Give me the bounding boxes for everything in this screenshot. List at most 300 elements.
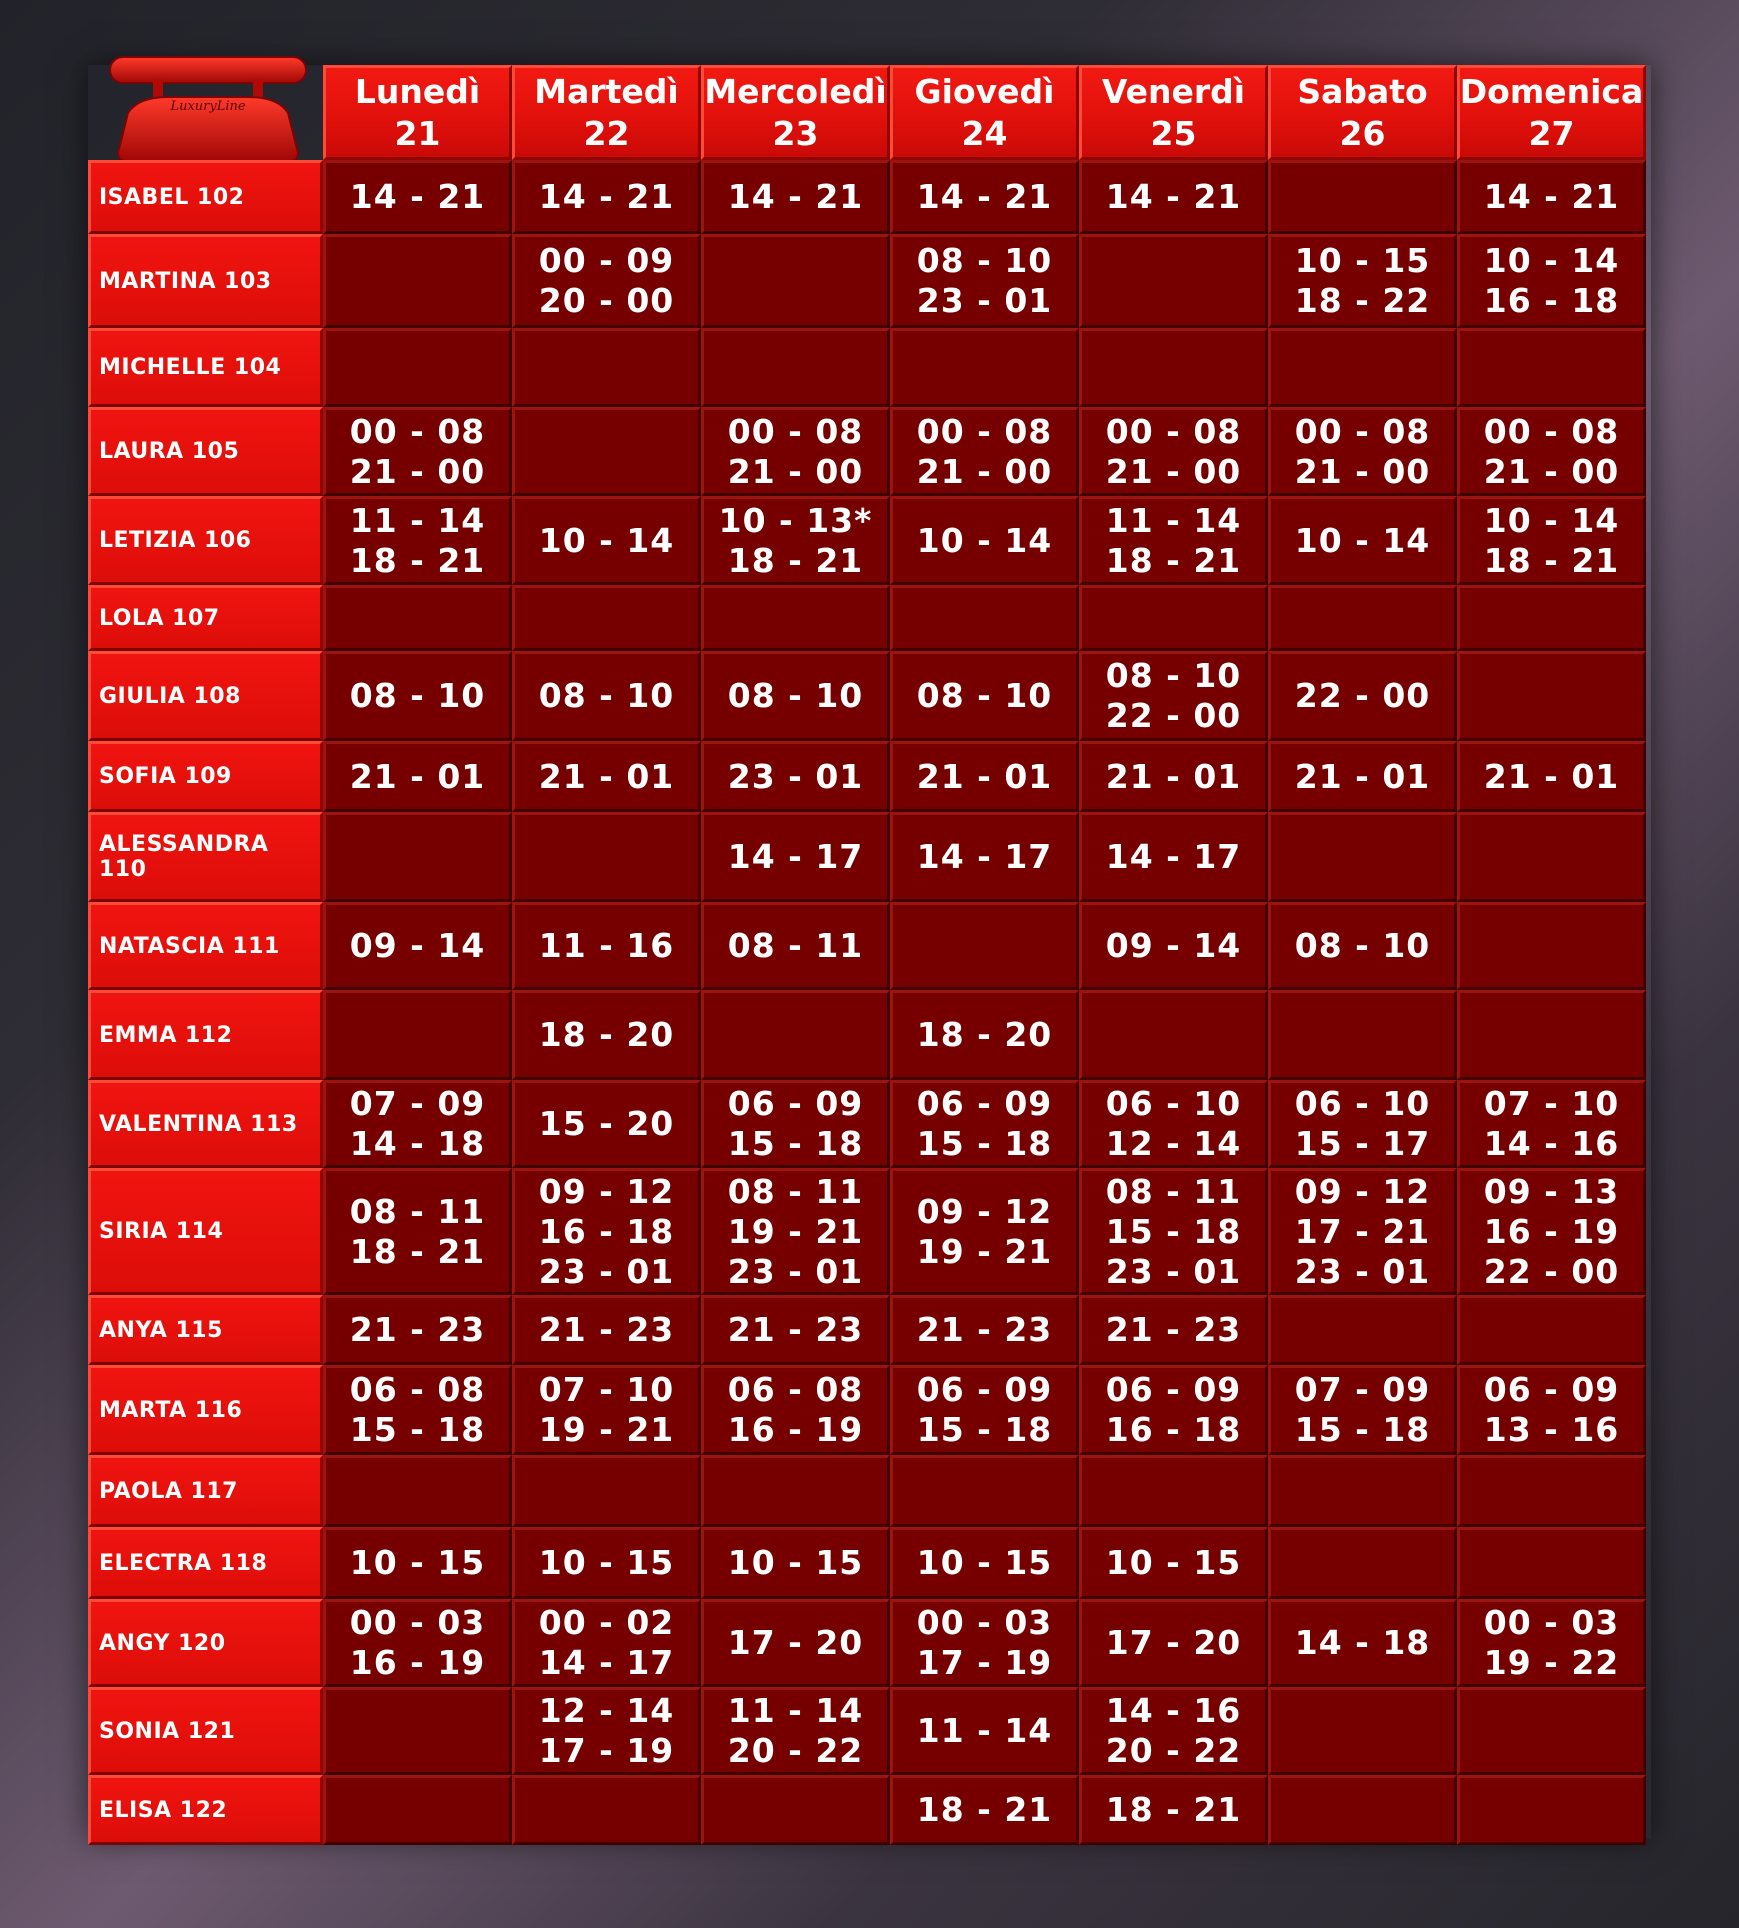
shift-cell <box>512 1365 701 1455</box>
shift-cell <box>323 1168 512 1295</box>
day-date: 22 <box>583 113 630 153</box>
shift-cell <box>1079 902 1268 990</box>
shift-cell <box>1079 1295 1268 1365</box>
shift-cell <box>1079 1687 1268 1775</box>
shift-cell <box>701 990 890 1080</box>
shift-cell <box>1457 1295 1646 1365</box>
shift-cell <box>1079 496 1268 585</box>
shift-time: 08 - 11 <box>727 926 864 965</box>
shift-time: 06 - 08 <box>727 1370 864 1409</box>
shift-time: 22 - 00 <box>1483 1251 1620 1291</box>
day-date: 24 <box>961 113 1008 153</box>
shift-time: 23 - 01 <box>1105 1251 1242 1291</box>
shift-time: 15 - 18 <box>727 1124 864 1163</box>
shift-cell <box>701 496 890 585</box>
shift-time: 10 - 15 <box>538 1543 675 1582</box>
shift-cell <box>1268 1687 1457 1775</box>
shift-time: 21 - 00 <box>727 451 864 491</box>
shift-time: 21 - 01 <box>916 756 1053 796</box>
shift-cell <box>512 1295 701 1365</box>
shift-cell <box>323 1365 512 1455</box>
operator-name: VALENTINA 113 <box>88 1080 323 1168</box>
shift-cell <box>1268 1775 1457 1845</box>
day-header <box>323 65 512 160</box>
shift-cell <box>1079 328 1268 407</box>
shift-time: 09 - 12 <box>538 1171 675 1211</box>
shift-time: 00 - 09 <box>538 241 675 280</box>
shift-cell <box>701 585 890 651</box>
shift-cell <box>323 651 512 741</box>
operator-name: SONIA 121 <box>88 1687 323 1775</box>
shift-cell <box>1268 1168 1457 1295</box>
operator-name: LAURA 105 <box>88 407 323 496</box>
shift-cell <box>1268 585 1457 651</box>
shift-time: 13 - 16 <box>1483 1410 1620 1449</box>
shift-cell <box>1457 407 1646 496</box>
operator-name: NATASCIA 111 <box>88 902 323 990</box>
operator-name: ANGY 120 <box>88 1599 323 1687</box>
shift-time: 06 - 08 <box>349 1370 486 1409</box>
shift-cell <box>512 812 701 902</box>
shift-cell <box>701 407 890 496</box>
shift-cell <box>890 1365 1079 1455</box>
shift-time: 14 - 21 <box>1105 177 1242 216</box>
shift-cell <box>323 812 512 902</box>
shift-cell <box>701 1168 890 1295</box>
shift-cell <box>701 1455 890 1527</box>
shift-time: 10 - 15 <box>349 1543 486 1582</box>
operator-name: ALESSANDRA 110 <box>88 812 323 902</box>
shift-time: 18 - 21 <box>916 1790 1053 1829</box>
operator-name: EMMA 112 <box>88 990 323 1080</box>
shift-cell <box>1457 651 1646 741</box>
shift-cell <box>512 651 701 741</box>
operator-name: ANYA 115 <box>88 1295 323 1365</box>
shift-time: 06 - 09 <box>1105 1370 1242 1409</box>
shift-cell <box>323 1527 512 1599</box>
shift-time: 07 - 10 <box>538 1370 675 1409</box>
shift-time: 00 - 08 <box>727 411 864 451</box>
logo <box>108 53 308 163</box>
shift-time: 17 - 20 <box>727 1623 864 1662</box>
shift-cell <box>1079 1168 1268 1295</box>
shift-time: 21 - 23 <box>916 1310 1053 1349</box>
shift-cell <box>1268 741 1457 812</box>
shift-cell <box>323 902 512 990</box>
shift-cell <box>512 496 701 585</box>
shift-cell <box>890 328 1079 407</box>
shift-cell <box>1457 160 1646 234</box>
shift-time: 14 - 17 <box>1105 837 1242 876</box>
shift-time: 09 - 14 <box>1105 926 1242 965</box>
shift-time: 17 - 19 <box>916 1643 1053 1682</box>
shift-time: 21 - 23 <box>1105 1310 1242 1349</box>
shift-time: 21 - 23 <box>538 1310 675 1349</box>
shift-time: 14 - 18 <box>349 1124 486 1163</box>
shift-cell <box>1268 407 1457 496</box>
operator-name: SOFIA 109 <box>88 741 323 812</box>
shift-time: 07 - 09 <box>349 1084 486 1123</box>
shift-time: 06 - 09 <box>916 1370 1053 1409</box>
shift-time: 00 - 08 <box>1483 411 1620 451</box>
day-name: Domenica <box>1459 71 1644 111</box>
shift-cell <box>323 990 512 1080</box>
shift-time: 08 - 10 <box>1294 926 1431 965</box>
shift-cell <box>512 1080 701 1168</box>
shift-cell <box>1079 812 1268 902</box>
shift-cell <box>512 585 701 651</box>
shift-time: 08 - 10 <box>916 241 1053 280</box>
shift-time: 10 - 14 <box>1483 500 1620 540</box>
shift-cell <box>1079 160 1268 234</box>
shift-time: 21 - 01 <box>1294 756 1431 796</box>
shift-cell <box>323 234 512 328</box>
day-date: 25 <box>1150 113 1197 153</box>
shift-time: 00 - 08 <box>1294 411 1431 451</box>
shift-time: 00 - 03 <box>349 1603 486 1642</box>
shift-time: 09 - 12 <box>1294 1171 1431 1211</box>
day-header <box>1457 65 1646 160</box>
shift-time: 10 - 13* <box>718 500 873 540</box>
shift-time: 18 - 21 <box>1105 540 1242 580</box>
shift-cell <box>701 328 890 407</box>
shift-cell <box>1457 1080 1646 1168</box>
shift-cell <box>1457 990 1646 1080</box>
shift-time: 00 - 02 <box>538 1603 675 1642</box>
shift-cell <box>701 651 890 741</box>
shift-time: 16 - 18 <box>1483 281 1620 320</box>
day-name: Venerdì <box>1101 71 1246 111</box>
shift-time: 21 - 23 <box>349 1310 486 1349</box>
shift-cell <box>512 160 701 234</box>
operator-name: SIRIA 114 <box>88 1168 323 1295</box>
day-name: Martedì <box>534 71 679 111</box>
shift-cell <box>1457 585 1646 651</box>
shift-time: 11 - 16 <box>538 926 675 965</box>
shift-time: 00 - 03 <box>916 1603 1053 1642</box>
shift-time: 14 - 18 <box>1294 1623 1431 1662</box>
shift-time: 11 - 14 <box>727 1691 864 1730</box>
shift-cell <box>890 1168 1079 1295</box>
shift-cell <box>1457 812 1646 902</box>
shift-time: 15 - 18 <box>349 1410 486 1449</box>
logo-text: LuxuryLine <box>170 99 246 114</box>
shift-cell <box>701 160 890 234</box>
shift-cell <box>512 1527 701 1599</box>
shift-time: 18 - 21 <box>349 1231 486 1271</box>
shift-time: 12 - 14 <box>538 1691 675 1730</box>
shift-time: 06 - 09 <box>916 1084 1053 1123</box>
shift-cell <box>1268 1295 1457 1365</box>
shift-cell <box>1457 496 1646 585</box>
shift-cell <box>1268 812 1457 902</box>
shift-time: 06 - 10 <box>1294 1084 1431 1123</box>
operator-name: LOLA 107 <box>88 585 323 651</box>
shift-time: 19 - 21 <box>727 1211 864 1251</box>
shift-cell <box>323 328 512 407</box>
shift-cell <box>512 902 701 990</box>
shift-cell <box>701 1527 890 1599</box>
shift-cell <box>1457 1687 1646 1775</box>
shift-time: 08 - 11 <box>1105 1171 1242 1211</box>
shift-time: 18 - 21 <box>727 540 864 580</box>
shift-time: 15 - 18 <box>1294 1410 1431 1449</box>
shift-cell <box>1268 1527 1457 1599</box>
shift-cell <box>1079 651 1268 741</box>
shift-time: 16 - 19 <box>727 1410 864 1449</box>
shift-time: 06 - 10 <box>1105 1084 1242 1123</box>
shift-cell <box>512 990 701 1080</box>
shift-time: 09 - 13 <box>1483 1171 1620 1211</box>
shift-cell <box>890 1527 1079 1599</box>
shift-cell <box>1079 1527 1268 1599</box>
shift-cell <box>323 741 512 812</box>
shift-time: 17 - 19 <box>538 1731 675 1770</box>
operator-name: PAOLA 117 <box>88 1455 323 1527</box>
shift-time: 21 - 00 <box>916 451 1053 491</box>
shift-cell <box>1457 328 1646 407</box>
day-date: 26 <box>1339 113 1386 153</box>
shift-cell <box>701 812 890 902</box>
shift-time: 23 - 01 <box>916 281 1053 320</box>
shift-cell <box>701 1080 890 1168</box>
shift-cell <box>323 1687 512 1775</box>
shift-time: 08 - 11 <box>349 1191 486 1231</box>
shift-time: 19 - 21 <box>538 1410 675 1449</box>
shift-cell <box>890 234 1079 328</box>
shift-cell <box>1457 1168 1646 1295</box>
operator-name: MARTINA 103 <box>88 234 323 328</box>
day-header <box>890 65 1079 160</box>
shift-time: 08 - 11 <box>727 1171 864 1211</box>
shift-cell <box>512 328 701 407</box>
shift-cell <box>701 1295 890 1365</box>
shift-cell <box>890 741 1079 812</box>
shift-cell <box>1079 234 1268 328</box>
shift-time: 00 - 08 <box>1105 411 1242 451</box>
shift-cell <box>1079 407 1268 496</box>
shift-time: 21 - 01 <box>349 756 486 796</box>
day-header <box>1268 65 1457 160</box>
shift-cell <box>1079 1365 1268 1455</box>
shift-cell <box>1079 741 1268 812</box>
shift-time: 10 - 15 <box>1105 1543 1242 1582</box>
shift-time: 12 - 14 <box>1105 1124 1242 1163</box>
shift-time: 19 - 22 <box>1483 1643 1620 1682</box>
shift-cell <box>512 1168 701 1295</box>
shift-time: 15 - 17 <box>1294 1124 1431 1163</box>
shift-time: 21 - 00 <box>1294 451 1431 491</box>
shift-time: 09 - 14 <box>349 926 486 965</box>
shift-cell <box>890 902 1079 990</box>
shift-time: 21 - 00 <box>349 451 486 491</box>
shift-cell <box>1268 234 1457 328</box>
shift-cell <box>890 160 1079 234</box>
shift-time: 10 - 15 <box>916 1543 1053 1582</box>
shift-time: 16 - 19 <box>1483 1211 1620 1251</box>
shift-time: 20 - 00 <box>538 281 675 320</box>
shift-time: 14 - 21 <box>1483 177 1620 216</box>
shift-time: 14 - 21 <box>349 177 486 216</box>
day-name: Sabato <box>1297 71 1428 111</box>
shift-time: 06 - 09 <box>1483 1370 1620 1409</box>
shift-cell <box>512 1775 701 1845</box>
shift-time: 22 - 00 <box>1294 676 1431 715</box>
shift-cell <box>1268 1455 1457 1527</box>
shift-time: 11 - 14 <box>1105 500 1242 540</box>
shift-time: 23 - 01 <box>727 756 864 796</box>
shift-time: 18 - 21 <box>1483 540 1620 580</box>
shift-cell <box>323 585 512 651</box>
shift-time: 08 - 10 <box>538 676 675 715</box>
operator-name: ISABEL 102 <box>88 160 323 234</box>
shift-cell <box>1079 1775 1268 1845</box>
shift-cell <box>512 234 701 328</box>
shift-time: 00 - 08 <box>349 411 486 451</box>
shift-cell <box>890 1080 1079 1168</box>
shift-time: 16 - 18 <box>538 1211 675 1251</box>
shift-cell <box>890 651 1079 741</box>
shift-time: 14 - 17 <box>916 837 1053 876</box>
operator-name: ELECTRA 118 <box>88 1527 323 1599</box>
shift-time: 22 - 00 <box>1105 696 1242 735</box>
day-header <box>1079 65 1268 160</box>
shift-time: 14 - 17 <box>538 1643 675 1682</box>
shift-time: 08 - 10 <box>727 676 864 715</box>
shift-cell <box>1268 1599 1457 1687</box>
shift-cell <box>1079 1080 1268 1168</box>
shift-time: 10 - 14 <box>1294 520 1431 560</box>
day-header <box>512 65 701 160</box>
shift-cell <box>890 990 1079 1080</box>
operator-name: MICHELLE 104 <box>88 328 323 407</box>
shift-cell <box>1268 902 1457 990</box>
shift-time: 14 - 16 <box>1105 1691 1242 1730</box>
shift-cell <box>1079 990 1268 1080</box>
shift-time: 15 - 18 <box>916 1124 1053 1163</box>
shift-time: 00 - 03 <box>1483 1603 1620 1642</box>
operator-name: LETIZIA 106 <box>88 496 323 585</box>
shift-cell <box>512 741 701 812</box>
shift-cell <box>1457 1365 1646 1455</box>
red-telephone-icon <box>108 53 308 163</box>
shift-time: 11 - 14 <box>916 1711 1053 1750</box>
shift-cell <box>512 1455 701 1527</box>
shift-time: 14 - 21 <box>727 177 864 216</box>
shift-cell <box>1268 651 1457 741</box>
shift-cell <box>701 1365 890 1455</box>
shift-time: 10 - 14 <box>1483 241 1620 280</box>
shift-cell <box>323 1599 512 1687</box>
shift-cell <box>1457 234 1646 328</box>
shift-cell <box>890 1455 1079 1527</box>
shift-time: 18 - 22 <box>1294 281 1431 320</box>
shift-time: 16 - 19 <box>349 1643 486 1682</box>
shift-time: 23 - 01 <box>538 1251 675 1291</box>
shift-cell <box>1457 1599 1646 1687</box>
shift-time: 14 - 16 <box>1483 1124 1620 1163</box>
shift-time: 21 - 01 <box>538 756 675 796</box>
shift-time: 21 - 01 <box>1483 756 1620 796</box>
shift-time: 06 - 09 <box>727 1084 864 1123</box>
day-date: 23 <box>772 113 819 153</box>
shift-time: 18 - 21 <box>349 540 486 580</box>
shift-time: 07 - 10 <box>1483 1084 1620 1123</box>
day-name: Lunedì <box>354 71 481 111</box>
shift-cell <box>512 407 701 496</box>
shift-cell <box>890 1775 1079 1845</box>
shift-time: 15 - 18 <box>916 1410 1053 1449</box>
shift-time: 21 - 23 <box>727 1310 864 1349</box>
shift-cell <box>323 496 512 585</box>
shift-cell <box>323 1775 512 1845</box>
shift-cell <box>1268 496 1457 585</box>
day-name: Mercoledì <box>704 71 887 111</box>
shift-cell <box>1457 1775 1646 1845</box>
shift-time: 00 - 08 <box>916 411 1053 451</box>
shift-time: 14 - 21 <box>916 177 1053 216</box>
operator-name: MARTA 116 <box>88 1365 323 1455</box>
shift-time: 10 - 15 <box>727 1543 864 1582</box>
shift-time: 08 - 10 <box>349 676 486 715</box>
shift-cell <box>1268 160 1457 234</box>
shift-time: 10 - 14 <box>538 520 675 560</box>
shift-cell <box>323 1455 512 1527</box>
shift-time: 11 - 14 <box>349 500 486 540</box>
shift-cell <box>890 407 1079 496</box>
shift-cell <box>323 1295 512 1365</box>
shift-time: 10 - 14 <box>916 520 1053 560</box>
shift-time: 14 - 21 <box>538 177 675 216</box>
shift-time: 18 - 20 <box>916 1015 1053 1054</box>
shift-cell <box>701 1687 890 1775</box>
shift-cell <box>701 1599 890 1687</box>
shift-cell <box>701 741 890 812</box>
shift-cell <box>1268 990 1457 1080</box>
operator-name: ELISA 122 <box>88 1775 323 1845</box>
shift-cell <box>1457 902 1646 990</box>
shift-time: 21 - 00 <box>1105 451 1242 491</box>
shift-time: 08 - 10 <box>1105 656 1242 695</box>
day-date: 21 <box>394 113 441 153</box>
shift-cell <box>323 1080 512 1168</box>
shift-time: 15 - 20 <box>538 1104 675 1143</box>
shift-cell <box>890 585 1079 651</box>
shift-cell <box>1268 1365 1457 1455</box>
shift-cell <box>1079 585 1268 651</box>
shift-time: 08 - 10 <box>916 676 1053 715</box>
shift-time: 16 - 18 <box>1105 1410 1242 1449</box>
shift-time: 09 - 12 <box>916 1191 1053 1231</box>
shift-cell <box>512 1687 701 1775</box>
shift-cell <box>890 1687 1079 1775</box>
shift-time: 15 - 18 <box>1105 1211 1242 1251</box>
shift-cell <box>1457 1527 1646 1599</box>
shift-time: 14 - 17 <box>727 837 864 876</box>
shift-time: 07 - 09 <box>1294 1370 1431 1409</box>
operator-name: GIULIA 108 <box>88 651 323 741</box>
shift-time: 20 - 22 <box>727 1731 864 1770</box>
shift-cell <box>1079 1455 1268 1527</box>
shift-cell <box>323 160 512 234</box>
shift-time: 17 - 21 <box>1294 1211 1431 1251</box>
shift-cell <box>1457 1455 1646 1527</box>
day-name: Giovedì <box>914 71 1055 111</box>
shift-time: 18 - 20 <box>538 1015 675 1054</box>
day-date: 27 <box>1528 113 1575 153</box>
day-header <box>701 65 890 160</box>
shift-cell <box>890 1599 1079 1687</box>
